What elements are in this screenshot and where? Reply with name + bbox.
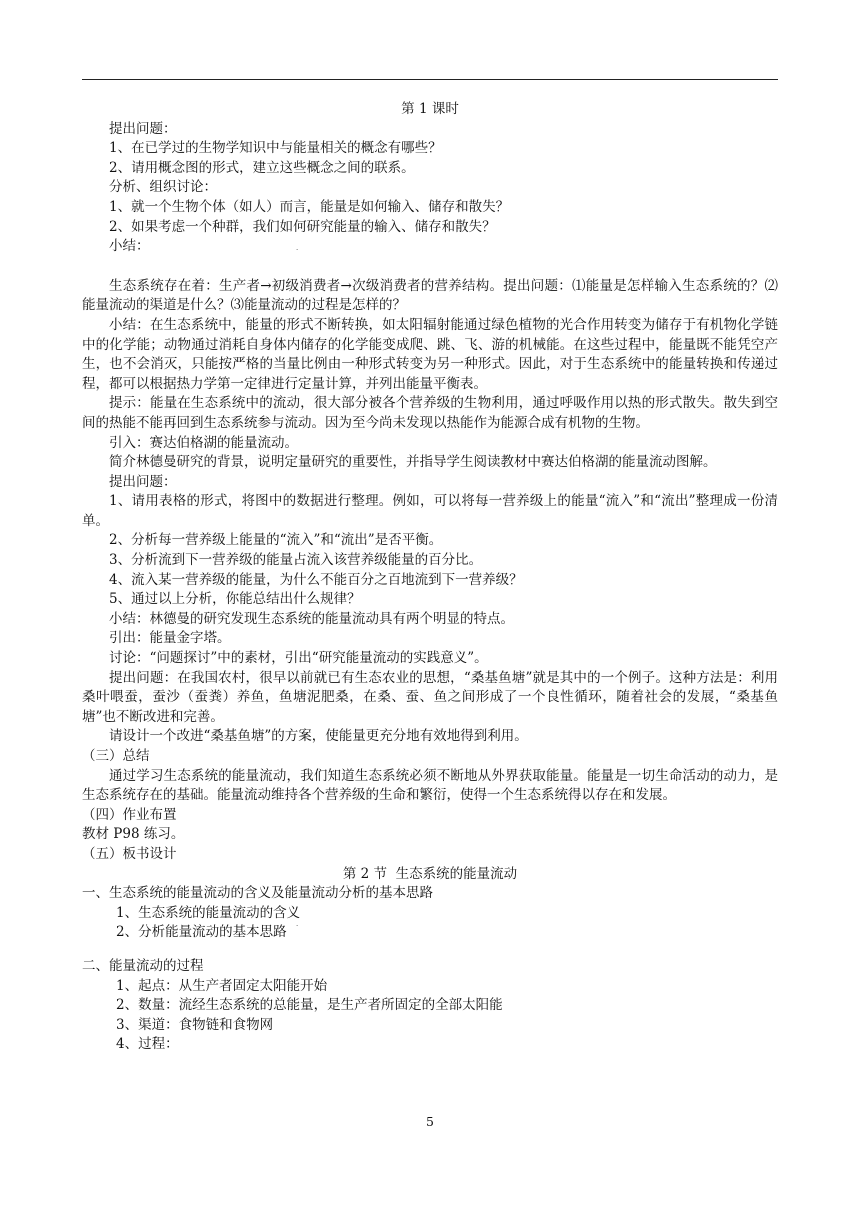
paragraph: 引入：赛达伯格湖的能量流动。 <box>109 434 298 451</box>
section1-item: 2、分析能量流动的基本思路 <box>116 924 287 941</box>
blank-space <box>82 257 778 277</box>
paragraph: 提出问题：在我国农村，很早以前就已有生态农业的思想，“桑基鱼塘”就是其中的一个例子。这种方法是：利用桑叶喂蚕，蚕沙（蚕粪）养鱼，鱼塘泥肥桑，在桑、蚕、鱼之间形成了一个良性循环，随着社会的发展，“桑基鱼塘”也不断改进和完善。 <box>82 669 778 725</box>
paragraph: 1、请用表格的形式，将图中的数据进行整理。例如，可以将每一营养级上的能量“流入”和“流出”整理成一份清单。 <box>82 493 778 529</box>
summary-heading: （三）总结 <box>82 748 150 764</box>
section2-title: 二、能量流动的过程 <box>82 957 204 974</box>
paragraph: 小结：林德曼的研究发现生态系统的能量流动具有两个明显的特点。 <box>109 610 514 627</box>
section2-item: 4、过程： <box>116 1036 179 1053</box>
document-body <box>82 100 778 1055</box>
paragraph: 3、分析流到下一营养级的能量占流入该营养级能量的百分比。 <box>109 552 483 569</box>
summary-text: 通过学习生态系统的能量流动，我们知道生态系统必须不断地从外界获取能量。能量是一切生命活动的动力，是生态系统存在的基础。能量流动维持各个营养级的生命和繁衍，使得一个生态系统得以存在和发展。 <box>82 767 778 804</box>
text-line: 小结： <box>109 238 150 255</box>
paragraph: 5、通过以上分析，你能总结出什么规律？ <box>109 591 361 608</box>
homework-heading: （四）作业布置 <box>82 806 177 823</box>
board-title: 第 2 节 生态系统的能量流动 <box>342 865 518 882</box>
text-line: 1、就一个生物个体（如人）而言，能量是如何输入、储存和散失？ <box>109 198 510 215</box>
board-heading: （五）板书设计 <box>82 845 177 862</box>
text-line: 分析、组织讨论： <box>109 179 217 196</box>
header-rule <box>82 79 778 80</box>
text-line: 2、请用概念图的形式，建立这些概念之间的联系。 <box>109 159 415 176</box>
paragraph: 4、流入某一营养级的能量，为什么不能百分之百地流到下一营养级？ <box>109 571 523 588</box>
paragraph: 简介林德曼研究的背景，说明定量研究的重要性，并指导学生阅读教材中赛达伯格湖的能量流动图解。 <box>109 454 717 471</box>
scan-speck: · <box>296 246 299 254</box>
blank-space <box>82 943 778 957</box>
paragraph: 小结：在生态系统中，能量的形式不断转换，如太阳辐射能通过绿色植物的光合作用转变为储存于有机物化学链中的化学能；动物通过消耗自身体内储存的化学能变成爬、跳、飞、游的机械能。在这些过程中，能量既不能凭空产生，也不会消灭，只能按严格的当量比例由一种形式转变为另一种形式。因此，对于生态系统中的能量转换和传递过程，都可以根据热力学第一定律进行定量计算，并列出能量平衡表。 <box>82 316 778 392</box>
text-line: 提出问题： <box>109 120 177 137</box>
opening-questions <box>82 120 778 257</box>
scan-speck: · <box>296 922 299 930</box>
main-paragraphs <box>82 277 778 747</box>
section2-item: 2、数量：流经生态系统的总能量，是生产者所固定的全部太阳能 <box>116 997 503 1014</box>
paragraph: 2、分析每一营养级上能量的“流入”和“流出”是否平衡。 <box>109 532 443 549</box>
paragraph: 提出问题： <box>109 473 177 490</box>
paragraph: 讨论：“问题探讨”中的素材，引出“研究能量流动的实践意义”。 <box>109 650 488 667</box>
paragraph: 引出：能量金字塔。 <box>109 630 231 647</box>
section1-item: 1、生态系统的能量流动的含义 <box>116 904 301 921</box>
lesson-title: 第 1 课时 <box>401 101 459 117</box>
text-line: 1、在已学过的生物学知识中与能量相关的概念有哪些？ <box>109 140 442 157</box>
text-line: 2、如果考虑一个种群，我们如何研究能量的输入、储存和散失？ <box>109 218 496 235</box>
section1-title: 一、生态系统的能量流动的含义及能量流动分析的基本思路 <box>82 885 433 902</box>
homework-text: 教材 P98 练习。 <box>82 826 185 843</box>
paragraph: 提示：能量在生态系统中的流动，很大部分被各个营养级的生物利用，通过呼吸作用以热的形式散失。散失到空间的热能不能再回到生态系统参与流动。因为至今尚未发现以热能作为能源合成有机物的生物。 <box>82 395 778 431</box>
paragraph: 生态系统存在着：生产者→初级消费者→次级消费者的营养结构。提出问题：⑴能量是怎样输入生态系统的？⑵能量流动的渠道是什么？⑶能量流动的过程是怎样的？ <box>82 277 778 314</box>
section2-item: 3、渠道：食物链和食物网 <box>116 1016 274 1033</box>
paragraph: 请设计一个改进“桑基鱼塘”的方案，使能量更充分地有效地得到利用。 <box>109 728 528 745</box>
section2-item: 1、起点：从生产者固定太阳能开始 <box>116 977 328 994</box>
page-number: 5 <box>426 1114 434 1129</box>
